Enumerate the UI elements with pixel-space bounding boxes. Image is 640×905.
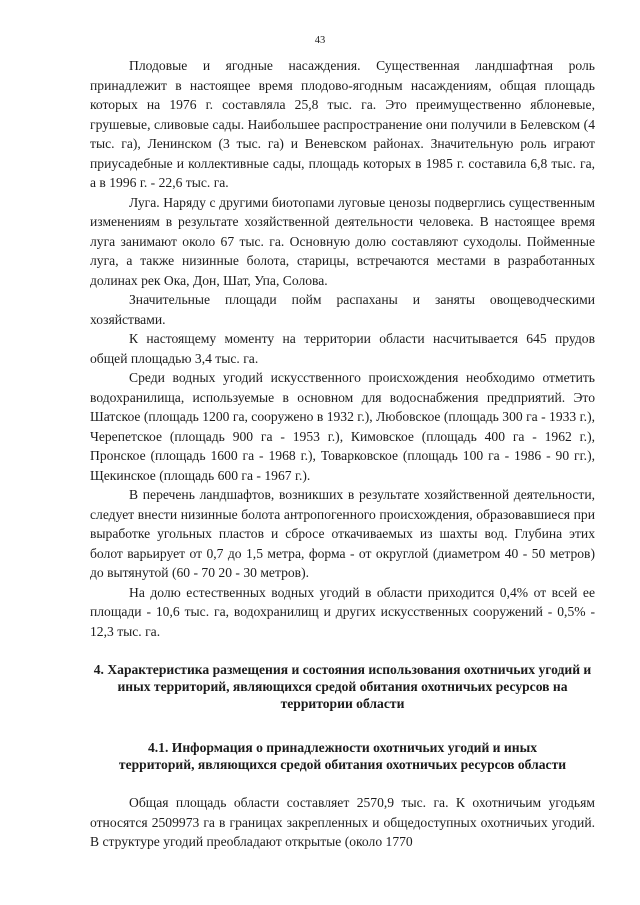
paragraph-total-area: Общая площадь области составляет 2570,9 тыс. га. К охотничьим угодьям относятся 2509973 га в границах закрепленных и общедоступных охотничьих угодий. В структуре угодий преобладают открытые (около 1770 (90, 795, 595, 849)
section-heading-4: 4. Характеристика размещения и состояния использования охотничьих угодий и иных территорий, являющихся средой обитания охотничьих ресурсов на территории области (93, 662, 592, 711)
paragraph-ponds: К настоящему моменту на территории области насчитывается 645 прудов общей площадью 3,4 тыс. га. (90, 331, 595, 366)
page-number: 43 (314, 35, 326, 46)
paragraph-fruit-plantations: Плодовые и ягодные насаждения. Существенная ландшафтная роль принадлежит в настоящее время плодово-ягодным насаждениям, общая площадь которых на 1976 г. составляла 25,8 тыс. га. Это преимущественно яблоневые, грушевые, сливовые сады. Наибольшее распространение они получили в Белевском (4 тыс. га), Ленинском (3 тыс. га) и Веневском районах. Значительную роль играют приусадебные и коллективные сады, площадь которых в 1985 г. составила 6,8 тыс. га, а в 1996 г. - 22,6 тыс. га. (90, 58, 595, 190)
paragraph-water-share: На долю естественных водных угодий в области приходится 0,4% от всей ее площади - 10,6 тыс. га, водохранилищ и других искусственных сооружений - 0,5% - 12,3 тыс. га. (90, 584, 595, 639)
document-body (90, 56, 595, 852)
paragraph-meadows: Луга. Наряду с другими биотопами луговые ценозы подверглись существенным изменениям в результате хозяйственной деятельности человека. В настоящее время луга занимают около 67 тыс. га. Основную долю составляют суходолы. Пойменные луга, а также низинные болота, старицы, встречаются местами в разработанных долинах рек Ока, Дон, Шат, Упа, Солова. (90, 194, 595, 288)
section-heading-4-1: 4.1. Информация о принадлежности охотничьих угодий и иных территорий, являющихся средой обитания охотничьих ресурсов области (118, 740, 567, 772)
paragraph-anthropogenic-bogs: В перечень ландшафтов, возникших в результате хозяйственной деятельности, следует внести низинные болота антропогенного происхождения, образовавшиеся при выработке угольных пластов и сбросе откачиваемых из шахты вод. Глубина этих болот варьирует от 0,7 до 1,5 метра, форма - от округлой (диаметром 40 - 50 метров) до вытянутой (60 - 70 20 - 30 метров). (90, 487, 595, 580)
paragraph-floodplains: Значительные площади пойм распаханы и заняты овощеводческими хозяйствами. (90, 292, 595, 327)
paragraph-reservoirs: Среди водных угодий искусственного происхождения необходимо отметить водохранилища, используемые в основном для водоснабжения предприятий. Это Шатское (площадь 1200 га, сооружено в 1932 г.), Любовское (площадь 300 га - 1933 г.), Черепетское (площадь 900 га - 1953 г.), Кимовское (площадь 400 га - 1962 г.), Пронское (площадь 1600 га - 1968 г.), Товарковское (площадь 100 га - 1986 - 90 гг.), Щекинское (площадь 600 га - 1967 г.). (90, 370, 595, 483)
